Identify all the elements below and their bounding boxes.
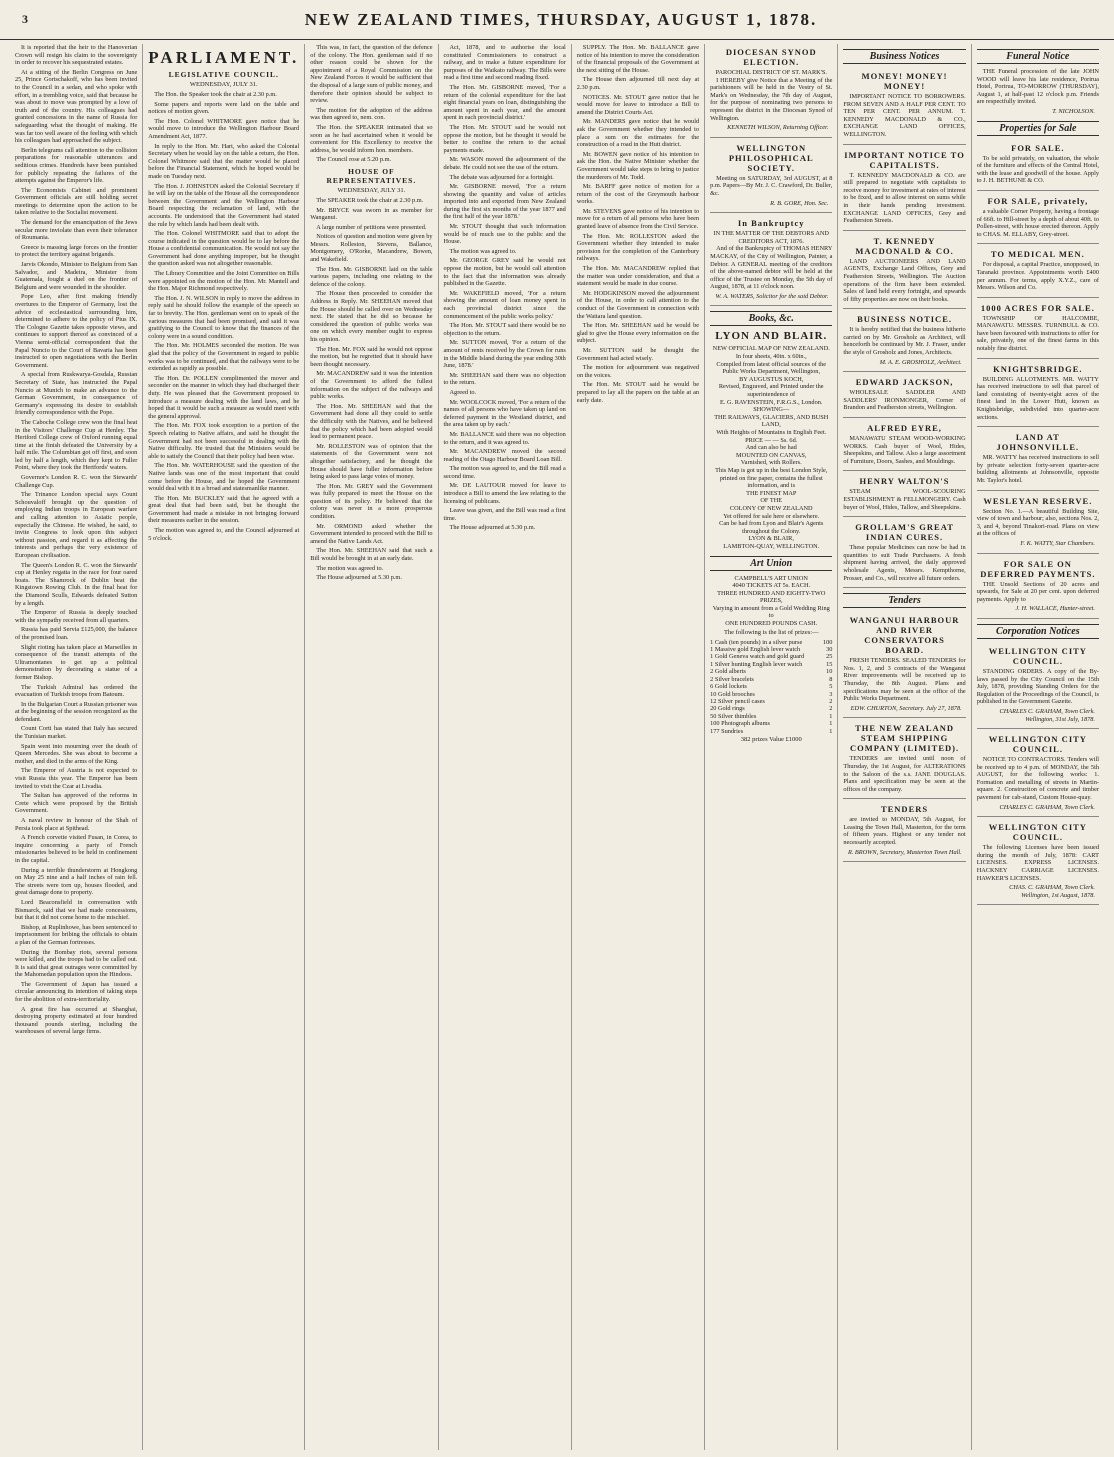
report-paragraph: The Hon. Mr. FOX said he would not oppose the motion, but he regretted that it should have been thought necessary. (310, 345, 433, 368)
advertisement (977, 731, 1099, 817)
advertisement (843, 519, 965, 588)
lyon-blair-title: LYON AND BLAIR. (715, 330, 828, 343)
prize-value: 1 (829, 727, 833, 735)
advertisement-body: I HEREBY give Notice that a Meeting of the parishioners will be held in the Vestry of St. Mark's on Wednesday, the 7th day of August, for the purpose of nominating two persons to represent the district in the Diocesan Synod of Wellington. (710, 76, 833, 122)
prize-row (710, 661, 832, 668)
advertisement-body: FRESH TENDERS. SEALED TENDERS for Nos. 1, 2, and 3 contracts of the Wanganui River improvements will be received up to Thursday, the 8th August. Plans and specifications may be seen at the office of the Public Works Department. (843, 657, 966, 703)
report-paragraph: The Hon. Mr. SHEEHAN said he would be glad to give the House every information on the subject. (576, 322, 700, 345)
report-paragraph: The Hon. Mr. WATERHOUSE said the question of the Native lands was one of the most important that could come before the House, and he hoped the Government would deal with it in a broad and statesmanlike manner. (148, 462, 300, 493)
report-paragraph: The Council rose at 5.20 p.m. (316, 156, 392, 164)
advertisement-signature: R. BROWN, Secretary, Masterton Town Hall. (847, 848, 962, 856)
prize-row (710, 646, 832, 653)
report-paragraph: The Hon. Mr. BUCKLEY said that he agreed with a great deal that had been said, but he thought the Government had made a mistake in not bringing forward their measures earlier in the session. (148, 494, 300, 525)
report-paragraph: Mr. GEORGE GREY said he would not oppose the motion, but he would call attention to the fact that the information was already published in the Gazette. (443, 257, 566, 288)
advertisement-body: MR. WATTY has received instructions to sell by private selection forty-seven quarter-acre building allotments at Johnsonville, opposite Mr. Taylor's hotel. (976, 454, 1099, 484)
report-paragraph: Mr. SUTTON moved, 'For a return of the amount of rents received by the Crown for runs in the Middle Island during the year ending 30th June, 1878.' (443, 339, 566, 370)
news-paragraph: A naval review in honour of the Shah of Persia took place at Spithead. (15, 817, 138, 832)
prize-value: 15 (826, 660, 833, 668)
advertisement (843, 68, 965, 145)
advertisement-body: TOWNSHIP OF HALCOMBE, MANAWATU. MESSRS. TURNBULL & CO. have been favoured with instructions to offer for sale, privately, one of the finest farms in this notably fine district. (976, 314, 1099, 353)
map-ad-line: COLONY OF NEW ZEALAND (729, 504, 813, 512)
news-paragraph: Spain went into mourning over the death of Queen Mercedes. She was about to become a mother, and died in the arms of the King. (15, 742, 138, 765)
advertisement-subtitle: IN THE MATTER OF THE DEBTORS AND CREDITORS ACT, 1876. (713, 230, 829, 245)
report-paragraph: The Hon. Mr. STOUT said he would be prepared to lay all the papers on the table at an early date. (576, 381, 700, 404)
map-ad-line: OF THE (760, 497, 783, 505)
map-ad-line: BY AUGUSTUS KOCH, (739, 375, 804, 383)
advertisement-body: It is hereby notified that the business hitherto carried on by Mr. Grosholz as Architect, will henceforth be continued by Mr. J. Fraser, under the style of Grosholz and Jones, Architects. (843, 326, 966, 357)
prize-name: 2 Gold alberts (710, 668, 746, 676)
advertisement-title: FOR SALE ON DEFERRED PAYMENTS. (980, 558, 1096, 579)
advertisement-body: To be sold privately, on valuation, the whole of the furniture and effects of the Central Hotel, with the lease and goodwill of the house. Apply to J. H. BETHUNE & CO. (976, 154, 1099, 185)
prizes-heading: The following is the list of prizes:— (723, 628, 819, 636)
advertisement-title: WELLINGTON CITY COUNCIL. (988, 734, 1087, 755)
advertisement-body: STEAM WOOL-SCOURING ESTABLISHMENT & FELLMONGERY. Cash buyer of Wool, Hides, Tallow, and Sheepskins. (843, 488, 966, 511)
news-paragraph: The demand for the emancipation of the Jews secular more inviolate than even their tolerance of Roumania. (15, 219, 138, 242)
news-paragraph: In the Bulgarian Court a Russian prisoner was at the beginning of the session recognized as the defendant. (15, 700, 138, 723)
report-paragraph: Mr. BOWEN gave notice of his intention to ask the Hon. the Native Minister whether the Government would take steps to bring to justice the murderers of Mr. Todd. (576, 150, 700, 181)
advertisement (710, 140, 832, 213)
prize-row (710, 728, 832, 735)
advertisement-title: WELLINGTON CITY COUNCIL. (988, 645, 1087, 666)
prize-row (710, 720, 832, 727)
report-paragraph: The Hon. Mr. GISBORNE moved, 'For a return of the colonial expenditure for the last eight financial years on loan, distinguishing the amount spent in each year, and the amount spent in each provincial district.' (443, 83, 566, 122)
masthead (0, 0, 1114, 40)
report-paragraph: The motion was agreed to. (449, 247, 517, 255)
report-paragraph: Mr. GISBORNE moved, 'For a return showing the quantity and value of articles imported into and exported from New Zealand during the first six months of the year 1877 and the first half of the year 1878.' (443, 183, 566, 221)
report-paragraph: The Hon. Mr. GISBORNE laid on the table various papers, including one relating to the defence of the colony. (310, 265, 433, 288)
report-paragraph: The Hon. Mr. ROLLESTON asked the Government whether they intended to make provision for the completion of the Canterbury railways. (576, 232, 700, 263)
news-paragraph: The Caboche College crew won the final heat in the Visitors' Challenge Cup at Henley. The Hertford College crew of Oxford running equal time at the finish defeated the University by a half mile. The Columbian got off first, and soon led by half a length, which they kept to Fuller Point, where they took the Hertfords' waters. (15, 418, 138, 472)
report-paragraph: The Hon. Mr. STOUT said there would be no objection to the return. (443, 322, 566, 337)
advertisement (977, 643, 1099, 729)
news-paragraph: Slight rioting has taken place at Marseilles in consequence of the transit attempts of the Ultramontanes to get up a political demonstration by decorating a statue of a former Bishop. (15, 643, 138, 681)
advertisement-signature: CHARLES C. GRAHAM, Town Clerk. Wellington, 31st July, 1878. (999, 707, 1095, 723)
advertisement (843, 420, 965, 471)
report-paragraph: The House adjourned at 5.30 p.m. (316, 574, 402, 582)
advertisement (843, 147, 965, 231)
advertisement-title: THE NEW ZEALAND STEAM SHIPPING COMPANY (LIMITED). (849, 723, 960, 754)
report-paragraph: Mr. MACANDREW said it was the intention of the Government to afford the fullest information on the subject of the railways and public works. (310, 370, 433, 401)
news-paragraph: A special from Ruskwarya-Gosdala, Russian Secretary of State, has instructed the Papal Nuncio at Munich to make an advance to the German Government, in consequence of Germany's expressing its desire to establish friendly correspondence with the Pope. (15, 371, 138, 417)
advertisement-title: EDWARD JACKSON, (855, 377, 954, 388)
advertisement-title: WESLEYAN RESERVE. (983, 495, 1093, 506)
house-date: WEDNESDAY, JULY 31. (337, 186, 406, 194)
report-paragraph: The motion was agreed to. (316, 564, 384, 572)
advertisement-body: LAND AUCTIONEERS AND LAND AGENTS, Exchange Land Offices, Grey and Featherston Streets, Wellington. The Auction operations of the firm have been extended. Sales of land held every fortnight, and upwards of fifty properties are now on their books. (843, 257, 966, 303)
news-paragraph: The Sultan has approved of the reforms in Crete which were proposed by the British Government. (15, 792, 138, 815)
advertisement (977, 300, 1099, 359)
report-paragraph: Mr. BALLANCE said there was no objection to the return, and it was agreed to. (443, 430, 566, 446)
advertisement-title: HENRY WALTON'S (859, 476, 950, 487)
property-ads (977, 140, 1099, 619)
advertisement (843, 233, 965, 310)
prize-list (710, 639, 832, 735)
art-union-line: THREE HUNDRED AND EIGHTY-TWO PRIZES, (717, 589, 826, 605)
prize-value: 100 (822, 638, 833, 646)
advertisement (843, 473, 965, 517)
advertisement-signature: W. A. WATERS, Solicitor for the said Debtor. (715, 292, 829, 300)
prize-name: 1 Gold Geneva watch and gold guard (710, 653, 805, 661)
map-ad-line: NEW OFFICIAL MAP OF NEW ZEALAND. (712, 345, 830, 353)
report-paragraph: The House adjourned at 5.30 p.m. (449, 524, 536, 532)
advertisement (977, 429, 1099, 490)
column-7 (838, 44, 971, 1450)
report-paragraph: The motion for the adoption of the address was then agreed to, nem. con. (310, 106, 433, 122)
report-paragraph: Mr. MANDERS gave notice that he would ask the Government whether they intended to place a sum on the estimates for the construction of a road in the Hutt district. (576, 118, 700, 149)
advertisement-signature: EDW. CHURTON, Secretary. July 27, 1878. (850, 704, 962, 712)
map-ad-line: Yet offered for sale here or elsewhere. (723, 512, 820, 520)
prize-name: 1 Massive gold English lever watch (710, 646, 801, 654)
legislative-council-heading: LEGISLATIVE COUNCIL. (168, 70, 279, 79)
prize-row (710, 676, 832, 683)
column-3 (305, 44, 438, 1450)
advertisement (843, 311, 965, 372)
properties-title: Properties for Sale (977, 121, 1099, 136)
map-ad-line: THE FINEST MAP (746, 489, 797, 497)
advertisement (977, 556, 1099, 619)
report-paragraph: Mr. DE LAUTOUR moved for leave to introduce a Bill to amend the law relating to the licensing of publicans. (443, 482, 566, 505)
prize-name: 50 Silver thimbles (710, 712, 757, 720)
council-date: WEDNESDAY, JULY 31. (189, 81, 258, 88)
report-paragraph: Mr. HODGKINSON moved the adjournment of the House, in order to call attention to the conduct of the Government in connection with the Waitara land question. (576, 289, 700, 320)
prizes-total: 382 prizes Value £1000 (740, 735, 802, 743)
prize-name: 6 Gold lockets (710, 683, 747, 691)
report-paragraph: The Hon. Mr. STOUT said he would not oppose the motion, but he thought it would be better to confine the return to the actual payments made. (443, 123, 566, 154)
prize-value: 30 (826, 646, 833, 654)
advertisement (977, 361, 1099, 428)
advertisement-body: T. KENNEDY MACDONALD & CO. are still prepared to negotiate with capitalists to receive money for investment at rates of interest to be fixed, and to allow interest on sums while in their hands pending investment. EXCHANGE LAND OFFICES, Grey and Featherston Streets. (843, 171, 966, 225)
news-paragraph: Lord Beaconsfield in conversation with Bismarck, said that we had made concessions, but that it did not come home to the mischief. (15, 898, 138, 922)
art-union-advertisement (710, 575, 832, 628)
report-paragraph: The Hon. Mr. MACANDREW replied that the matter was under consideration, and that a statement would be made in due course. (576, 265, 700, 288)
map-ad-line: MOUNTED ON CANVAS, (736, 451, 807, 459)
funeral-signature: T. NICHOLSON. (1052, 107, 1095, 115)
news-paragraph: The Queen's London R. C. won the Stewards' cup at Henley regatta in the race for four oared boats. The Shamrock of Dublin beat the Kingstown Rowing Club. In the final heat for the Diamond Sculls, Edwards defeated Sutton by a length. (15, 561, 138, 607)
news-paragraph: At a sitting of the Berlin Congress on June 25, Prince Gortschakoff, who has been invited to the Council in a sedan, and who spoke with effort, in a trembling voice, said that because he was about to move was prompted by a love of truth and of the country. His colleagues had granted concessions in the name of Russia for safeguarding what the thought of making. He was far too well aware of the feeling with which his colleagues had approached the subject. (15, 68, 138, 145)
map-ad-line: Compiled from latest official sources of the Public Works Department, Wellington, (716, 360, 827, 376)
art-union-section-title: Art Union (710, 556, 832, 571)
map-ad-line: THE RAILWAYS, GLACIERS, AND BUSH LAND, (714, 413, 829, 429)
column-5 (572, 44, 705, 1450)
map-ad-line: PRICE — — Ss. 6d. (745, 436, 798, 444)
advertisement-body: STANDING ORDERS. A copy of the By-laws passed by the City Council on the 15th July, 1878, providing Standing Orders for the Regulation of the Proceedings of the Council, is published in the Government Gazette. (976, 667, 1099, 706)
advertisement-body: For disposal, a capital Practice, unopposed, in Taranaki province. Appointments worth £400 per annum. For terms, apply X.Y.Z., care of Messrs. Wilson and Co. (976, 261, 1099, 292)
advertisement (710, 215, 832, 306)
advertisement-body: And of the Bankruptcy of THOMAS HENRY MACKAY, of the City of Wellington, Painter, a Debtor. A GENERAL meeting of the creditors of the above-named debtor will be held at the office of the Trustee on Monday, the 5th day of August, 1878, at 11 o'clock noon. (710, 245, 833, 291)
corporation-title: Corporation Notices (977, 624, 1099, 639)
advertisement-body: Section No. 1.—A beautiful Building Site, view of town and harbour; also, sections Nos. 2, 3, and 4, beyond Tinakori-road. Plans on view at the offices of (976, 507, 1099, 538)
report-paragraph: The Hon. Mr. FOX took exception to a portion of the Speech relating to Native affairs, and said he thought the Government had not been successful in dealing with the Native difficulty. He trusted that the Ministers would be able to satisfy the Council that their policy had been wise. (148, 422, 300, 460)
advertisement-title: T. KENNEDY MACDONALD & CO. (855, 235, 954, 256)
corporation-ads (977, 643, 1099, 905)
report-paragraph: The Hon. Mr. HOLMES seconded the motion. He was glad that the policy of the Government in regard to public works was to be continued, and that the railways were to be extended as rapidly as possible. (148, 342, 300, 373)
advertisement-signature: CHARLES C. GRAHAM, Town Clerk. (999, 803, 1095, 811)
report-paragraph: Mr. MACANDREW moved the second reading of the Otago Harbour Board Loan Bill. (443, 448, 566, 463)
report-paragraph: The Hon. J. JOHNSTON asked the Colonial Secretary if he will lay on the table of the House all the correspondence between the Government and the Wellington Harbour Board respecting the reclamation of land, with the accounts. He understood that the Government had stated the rule by which lands had been dealt with. (148, 182, 300, 228)
advertisement-body: BUILDING ALLOTMENTS. MR. WATTY has received instructions to sell that parcel of land consisting of twenty-eight acres of the finest land in the Lower Hutt, known as Knightsbridge, subdivided into quarter-acre sections. (976, 375, 1099, 421)
advertisement-title: DIOCESAN SYNOD ELECTION. (725, 47, 817, 67)
report-paragraph: The motion was agreed to, and the Council adjourned at 5 o'clock. (148, 527, 300, 542)
report-paragraph: The Hon. J. N. WILSON in reply to move the address in reply said he should follow the example of the speech so far to brevity. The Hon. gentleman went on to speak of the various measures that had been promised, and said it was gratifying to the Council to know that the finances of the colony were in a sound condition. (148, 294, 300, 340)
advertisement-title: TO MEDICAL MEN. (990, 249, 1085, 260)
notices-block (710, 44, 832, 306)
map-ad-line: In four sheets, 40in. x 60in., (735, 353, 807, 361)
map-advertisement (710, 345, 832, 550)
art-union-line: Varying in amount from a Gold Wedding Ring to (712, 604, 830, 620)
prize-row (710, 705, 832, 712)
prize-row (710, 691, 832, 698)
prize-name: 2 Silver bracelets (710, 675, 754, 683)
report-paragraph: The Hon. Colonel WHITMORE said that to adopt the course indicated in the question would be to lay before the House a confidential communication. He would not say the Government had done anything improper, but he thought the question asked was not altogether reasonable. (148, 230, 300, 268)
report-paragraph: The Library Committee and the Joint Committee on Bills were appointed on the motion of the Hon. Mr. Mantell and the Hon. Major Richmond respectively. (148, 270, 300, 293)
advertisement-title: WANGANUI HARBOUR AND RIVER CONSERVATORS BOARD. (849, 615, 960, 656)
art-union-line: CAMPBELL'S ART UNION (734, 574, 808, 582)
art-union-line: ONE HUNDRED POUNDS CASH. (725, 620, 818, 628)
report-paragraph: The motion was agreed to, and the Bill read a second time. (443, 465, 566, 480)
advertisement-title: 1000 ACRES FOR SALE. (980, 302, 1095, 313)
news-paragraph: During a terrible thunderstorm at Hongkong on May 25 nine and a half inches of rain fell. The streets were torn up, houses flooded, and great damage done to property. (15, 866, 138, 897)
advertisement-title: BUSINESS NOTICE. (857, 314, 952, 325)
advertisement-title: LAND AT JOHNSONVILLE. (996, 432, 1080, 453)
advertisement (977, 140, 1099, 191)
advertisement-signature: M. A. E. GROSHOLZ, Architect. (879, 358, 962, 366)
prize-value: 25 (826, 653, 833, 661)
map-ad-line: Varnished, with Rollers. (740, 459, 802, 467)
tender-ads (843, 612, 965, 862)
advertisement (843, 801, 965, 862)
news-paragraph: Greece is massing large forces on the frontier to protect the territory against brigands. (15, 243, 138, 259)
prize-value: 8 (829, 675, 833, 683)
advertisement-title: KNIGHTSBRIDGE. (993, 363, 1083, 374)
report-paragraph: The Hon. Dr. POLLEN complimented the mover and seconder on the manner in which they had discharged their duty. He was pleased that the Government proposed to introduce a measure dealing with the land laws, and he hoped that it would be such a measure as would meet with the general approval. (148, 374, 300, 420)
tenders-title: Tenders (843, 593, 965, 608)
news-paragraph: Governor's London R. C. won the Stewards' Challenge Cup. (15, 474, 138, 489)
prize-name: 12 Silver pencil cases (710, 697, 765, 705)
prize-name: 20 Gold rings (710, 705, 745, 713)
prize-row (710, 683, 832, 690)
advertisement-title: WELLINGTON CITY COUNCIL. (988, 822, 1087, 843)
prize-value: 2 (829, 697, 833, 705)
news-paragraph: The Government of Japan has issued a circular announcing its intention of taking steps for the abolition of extra-territoriality. (15, 980, 138, 1004)
map-ad-line: SHOWING— (753, 406, 790, 414)
map-ad-line: E. G. RAVENSTEIN, F.R.G.S., London. (720, 398, 823, 406)
advertisement-body: are invited to MONDAY, 5th August, for Leasing the Town Hall, Masterton, for the term of fifteen years. Highest or any tender not necessarily accepted. (843, 816, 966, 847)
advertisement (843, 374, 965, 418)
columns (10, 44, 1104, 1450)
prize-row (710, 713, 832, 720)
advertisement-signature: F. K. WATTY, Star Chambers. (1020, 539, 1095, 547)
report-paragraph: This was, in fact, the question of the defence of the colony. The Hon. gentleman said if no other reason could be shown for the appointment of a Royal Commission on the New Zealand Forces it would be sufficient that the disposal of a large sum of public money, and therefore their opinion should be subject to review. (310, 44, 433, 105)
advertisement-title: FOR SALE. (1011, 142, 1065, 153)
report-paragraph: Mr. WASON moved the adjournment of the debate. He could not see the use of the return. (443, 156, 566, 171)
report-paragraph: The SPEAKER took the chair at 2.30 p.m. (316, 196, 424, 204)
business-ads (843, 68, 965, 588)
prize-value: 5 (829, 683, 833, 691)
advertisement (977, 246, 1099, 297)
house-heading: HOUSE OF REPRESENTATIVES. (326, 166, 417, 185)
council-report (148, 91, 299, 542)
prize-value: 1 (829, 712, 833, 720)
advertisement-signature: CHAS. C. GRAHAM, Town Clerk. Wellington, 1st August, 1878. (1009, 884, 1095, 899)
map-ad-line: Revised, Engraved, and Printed under the superintendence of (718, 383, 824, 399)
news-paragraph: The Trinance London special says Count Schouvaloff brought up the question of employing Indian troops in European warfare and calling attention to Asiatic people, especially the Chinese. He wished, he said, to invite Congress to look upon this subject without passion, and regard it as affecting the interests and perhaps the very existence of European civilisation. (15, 491, 138, 559)
map-ad-line: LAMBTON-QUAY, WELLINGTON. (723, 542, 820, 550)
news-paragraph: Berlin telegrams call attention to the collision preparations for reasonable utterances and seditious crimes. Hundreds have been punished for publicly repeating the failures of the attempts against the Emperor's life. (15, 146, 138, 185)
report-paragraph: The Hon. Mr. SHEEHAN said that such a Bill would be brought in at an early date. (310, 547, 433, 563)
news-paragraph: Bishop, at Ruplinhowe, has been sentenced to imprisonment for bribing the officials to obtain a plan of the German fortresses. (15, 923, 138, 946)
advertisement-body: IMPORTANT NOTICE TO BORROWERS. FROM SEVEN AND A HALF PER CENT. TO TEN PER CENT. PER ANNUM. T. KENNEDY MACDONALD & CO., EXCHANGE LAND OFFICES, WELLINGTON. (843, 93, 966, 138)
advertisement (843, 612, 965, 718)
report-paragraph: Mr. BRYCE was sworn in as member for Wanganui. (310, 206, 433, 222)
prize-name: 177 Sundries (710, 727, 744, 735)
column-8 (972, 44, 1104, 1450)
news-paragraph: A French corvette visited Fusan, in Corea, to inquire concerning a party of French missionaries believed to be held in confinement in the capital. (15, 834, 138, 864)
prize-value: 1 (829, 720, 833, 728)
advertisement-signature: KENNETH WILSON, Returning Officer. (727, 124, 829, 132)
report-paragraph: The Hon. the Speaker took the chair at 2.30 p.m. (154, 91, 277, 98)
prize-name: 100 Photograph albums (710, 720, 770, 728)
advertisement (843, 720, 965, 799)
funeral-notice: THE Funeral procession of the late JOHN WOOD will leave his late residence, Porirua Hotel, Porirua, TO-MORROW (THURSDAY), August 1, at half-past 12 o'clock p.m. Friends are respectfully invited. (976, 68, 1099, 106)
advertisement-subtitle: PAROCHIAL DISTRICT OF ST. MARK'S. (715, 69, 827, 76)
advertisement-body: WHOLESALE SADDLER AND SADDLERS' IRONMONGER, Corner of Brandon and Featherston streets, Wellington. (843, 389, 966, 412)
parliament-heading: PARLIAMENT. (148, 48, 300, 67)
advertisement (977, 819, 1099, 905)
report-paragraph: The House then adjourned till next day at 2.30 p.m. (576, 76, 700, 91)
report-paragraph: Agreed to. (449, 388, 477, 396)
news-paragraph: The Turkish Admiral has ordered the evacuation of Turkish troops from Batoum. (15, 683, 138, 699)
report-paragraph: NOTICES. Mr. STOUT gave notice that he would move for leave to introduce a Bill to amend the District Courts Act. (576, 93, 700, 116)
report-paragraph: SUPPLY. The Hon. Mr. BALLANCE gave notice of his intention to move the consideration of the financial proposals of the Government at the next sitting of the House. (576, 44, 700, 74)
advertisement-title: IMPORTANT NOTICE TO CAPITALISTS. (844, 149, 965, 170)
report-paragraph: Mr. STEVENS gave notice of his intention to move for a return of all persons who have been granted leave of absence from the Civil Service. (576, 207, 700, 231)
advertisement-signature: R. B. GORE, Hon. Sec. (770, 199, 829, 207)
advertisement-body: NOTICE TO CONTRACTORS. Tenders will be received up to 4 p.m. of MONDAY, the 5th AUGUST, for the following works: 1. Formation and metalling of streets in Martin-square. 2. Construction of concrete and timber pavement for cab-stand, Custom House-quay. (976, 756, 1099, 802)
report-paragraph: Mr. ROLLESTON was of opinion that the statements of the Government were not altogether satisfactory, and he thought the House should have fuller information before being asked to pass large votes of money. (310, 442, 433, 481)
prize-row (710, 639, 832, 646)
report-paragraph: Mr. SUTTON said he thought the Government had acted wisely. (576, 346, 700, 362)
news-paragraph: The Emperor of Russia is deeply touched with the sympathy received from all quarters. (15, 609, 138, 624)
report-paragraph: Mr. ORMOND asked whether the Government intended to proceed with the Bill to amend the Native Lands Act. (310, 522, 433, 545)
page-number: 3 (22, 12, 30, 26)
report-paragraph: The Hon. the SPEAKER intimated that so soon as he had ascertained when it would be convenient for His Excellency to receive the address, he would inform hon. members. (310, 123, 433, 154)
report-paragraph: Mr. STOUT thought that such information would be of much use to the public and the House. (443, 223, 566, 246)
report-paragraph: The House then proceeded to consider the Address in Reply. Mr. SHEEHAN moved that the House should be called over on Wednesday next. He stated that he did so because he considered the question of public works was one on which every member ought to express his opinion. (310, 290, 433, 343)
advertisement (977, 193, 1099, 244)
report-paragraph: Some papers and reports were laid on the table and notices of motion given. (148, 100, 300, 116)
advertisement-body: a valuable Corner Property, having a frontage of 66ft. to Hill-street by a depth of about 40ft. to Pollen-street, with house erected thereon. Apply to CHAS. M. ELLABY, Grey-street. (976, 207, 1099, 238)
column-6 (705, 44, 838, 1450)
prize-row (710, 653, 832, 660)
advertisement (710, 44, 832, 138)
advertisement-title: MONEY! MONEY! MONEY! (861, 71, 948, 91)
map-ad-line: Can be had from Lyon and Blair's Agents throughout the Colony. (719, 520, 824, 535)
report-paragraph: The debate was adjourned for a fortnight. (449, 173, 554, 181)
prize-row (710, 698, 832, 705)
news-paragraph: During the Bombay riots, several persons were killed, and the troops had to be called out. It is said that great outrages were committed by the Mahomedan population upon the Hindoos. (15, 948, 138, 979)
house-report (310, 197, 432, 582)
advertisement-signature: J. H. WALLACE, Hunter-street. (1015, 605, 1095, 613)
report-paragraph: The Hon. Colonel WHITMORE gave notice that he would move to introduce the Wellington Harbour Board Amendment Act, 1877. (148, 117, 300, 140)
advertisement (977, 493, 1099, 554)
news-paragraph: The Emperor of Austria is not expected to visit Russia this year. The Emperor has been invited to visit the Czar at Livadia. (15, 767, 138, 790)
prize-name: 1 Cash (ten pounds) in a silver purse (710, 638, 803, 646)
prize-value: 10 (826, 668, 833, 676)
advertisement-body: These popular Medicines can now be had in quantities to suit Trade Purchasers. A fresh shipment having arrived, the daily approved wholesale Agents, Messrs. Kempthorne, Prosser, and Co., will receive all future orders. (843, 544, 966, 582)
report-paragraph: Mr. WOOLCOCK moved, 'For a return of the names of all persons who have taken up land on deferred payment in the Westland district, and the area taken up by each.' (443, 398, 566, 429)
art-union-line: 4040 TICKETS AT 5s. EACH. (732, 582, 811, 590)
report-paragraph: Mr. BARFF gave notice of motion for a return of the cost of the Greymouth harbour works. (576, 183, 700, 206)
advertisement-body: MANAWATU STEAM WOOD-WORKING WORKS. Cash buyer of Wool, Hides, Sheepskins, and Tallow. Also a large assortment of Furniture, Doors, Sashes, and Mouldings. (843, 435, 966, 465)
map-ad-line: And can also be had (745, 444, 797, 452)
advertisement-body: THE Unsold Sections of 20 acres and upwards, for Sale at 20 per cent. upon deferred payments. Apply to (976, 580, 1099, 603)
prize-value: 3 (829, 690, 833, 698)
advertisement-title: WELLINGTON PHILOSOPHICAL SOCIETY. (728, 142, 814, 173)
report-paragraph: Leave was given, and the Bill was read a first time. (443, 507, 566, 522)
prize-row (710, 668, 832, 675)
news-paragraph: Pope Leo, after first making friendly overtures to the Emperor of Germany, lost the advice of ecclesiastical surrounding him, determined to adhere to the policy of Pius IX. The Cologne Gazette takes opposite views, and continues to support thereof as convinced of a Vienna semi-official correspondent that the Papal Nuncio to the Court of Bavaria has been instructed to open negotiations with the Berlin Government. (15, 293, 138, 369)
news-paragraph: A great fire has occurred at Shanghai, destroying property estimated at four hundred thousand pounds sterling, including the warehouses of several large firms. (15, 1005, 138, 1036)
business-notices-title: Business Notices (843, 49, 965, 64)
advertisement-title: ALFRED EYRE, (867, 423, 942, 434)
column-1 (10, 44, 143, 1450)
map-ad-line: LYON & BLAIR, (748, 535, 794, 543)
prize-value: 2 (829, 705, 833, 713)
books-section-title: Books, &c. (710, 311, 832, 326)
news-paragraph: Russia has paid Servia £125,000, the balance of the promised loan. (15, 626, 138, 641)
advertisement-title: TENDERS (880, 804, 929, 815)
advertisement-body: The following Licenses have been issued during the month of July, 1878: CART LICENSES. EXPRESS LICENSES. HACKNEY CARRIAGE LICENSES. HAWKER'S LICENSES. (976, 844, 1099, 882)
map-ad-line: With Heights of Mountains in English Feet. (716, 429, 827, 436)
news-paragraph: Jarvis Okondo, Minister to Belgium from San Salvador, and Madeira, Minister from Guatemala, fought a duel on the frontier of Belgium and were wounded in the shoulder. (15, 261, 138, 291)
council-report-cont (310, 44, 432, 164)
advertisement-title: In Bankruptcy (737, 218, 805, 229)
advertisement-title: FOR SALE, privately, (987, 195, 1089, 206)
funeral-notice-title: Funeral Notice (977, 49, 1099, 64)
prize-name: 10 Gold brooches (710, 690, 755, 698)
column-4 (439, 44, 572, 1450)
column-2 (143, 44, 305, 1450)
newspaper-title: NEW ZEALAND TIMES, THURSDAY, AUGUST 1, 1878. (304, 9, 818, 29)
report-paragraph: A large number of petitions were presented. (316, 223, 427, 231)
report-paragraph: Mr. WAKEFIELD moved, 'For a return showing the amount of loan money spent in each provincial district since the commencement of the public works policy.' (443, 289, 566, 320)
prize-name: 1 Silver hunting English lever watch (710, 660, 803, 668)
news-paragraph: It is reported that the heir to the Hanoverian Crown will resign his claim to the sovereignty in order to recover his sequestrated estates. (15, 44, 138, 67)
report-paragraph: Notices of question and motion were given by Messrs. Rolleston, Stevens, Ballance, Montgomery, O'Rorke, Macandrew, Bowen, and Wakefield. (310, 233, 433, 264)
report-paragraph: The Hon. Mr. SHEEHAN said that the Government had done all they could to settle the difficulty with the Natives, and he believed that the policy which had been adopted would lead to permanent peace. (310, 402, 433, 441)
advertisement-title: GROLLAM'S GREAT INDIAN CURES. (855, 522, 954, 543)
news-paragraph: Count Corti has stated that Italy has secured the Tunisian market. (15, 725, 138, 741)
report-paragraph: Mr. SHEEHAN said there was no objection to the return. (443, 371, 566, 387)
report-paragraph: Act, 1878, and to authorise the local constituted Commissioners to construct a railway, and to make a future expenditure for purposes of the Waikato railway. The Bills were read a first time and second reading fixed. (443, 44, 566, 82)
report-paragraph: The Hon. Mr. GREY said the Government was fully prepared to meet the House on the question of its policy. He believed that the colony was never in a more prosperous condition. (310, 482, 433, 521)
news-paragraph: The Economists Cabinet and prominent Government officials are still holding secret meetings to determine upon the action to be taken relative to the Socialist movement. (15, 186, 138, 217)
report-paragraph: In reply to the Hon. Mr. Hart, who asked the Colonial Secretary when he would lay on the table a return, the Hon. Colonel Whitmore said that the matter would be placed before the Financial Statement, which he hoped would be made on Tuesday next. (148, 142, 300, 180)
advertisement-body: TENDERS are invited until noon of Thursday, the 1st August, for ALTERATIONS to the Saloon of the s.s. JANE DOUGLAS. Plans and specification may be seen at the offices of the company. (843, 755, 966, 793)
advertisement-body: Meeting on SATURDAY, 3rd AUGUST, at 8 p.m. Papers—By Mr. J. C. Crawford, Dr. Buller, &c. (710, 174, 833, 197)
map-ad-line: This Map is got up in the best London Style, printed on fine paper, contains the fullest information, and is (715, 466, 828, 490)
report-paragraph: The motion for adjournment was negatived on the voices. (576, 364, 700, 379)
